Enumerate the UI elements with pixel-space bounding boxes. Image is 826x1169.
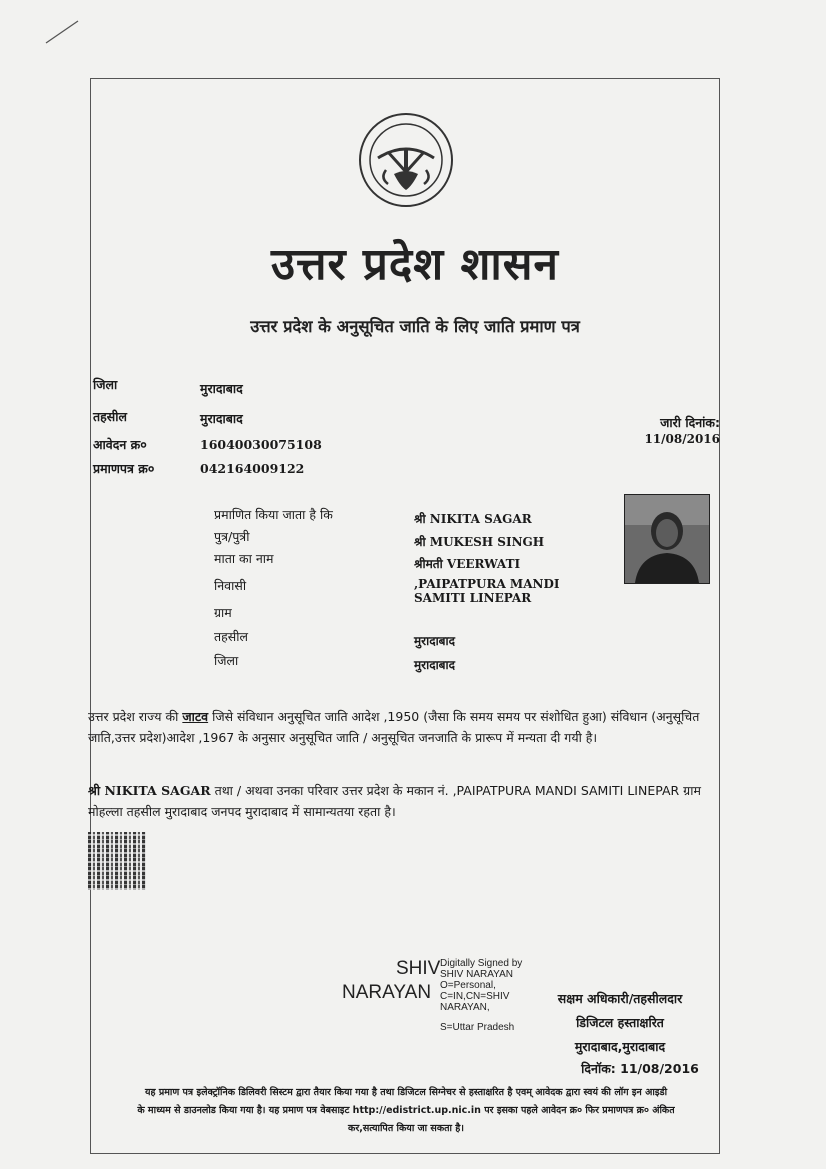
signature-detail-3: O=Personal, — [440, 980, 496, 991]
cert-district-value: मुरादाबाद — [414, 658, 456, 672]
signature-detail-4: C=IN,CN=SHIV — [440, 991, 510, 1002]
caste-paragraph-rest: जिसे संविधान अनुसूचित जाति आदेश ,1950 (जैसा कि समय समय पर संशोधित हुआ) संविधान (अनुसूचित जाति,उत्तर प्रदेश)आदेश ,1967 के अनुसार अनुसूचित जाति / अनुसूचित जनजाति के प्रारूप में मन्यता दी गयी है। — [88, 709, 700, 745]
child-of-label: पुत्र/पुत्री — [214, 529, 250, 544]
certificate-number-label: प्रमाणपत्र क्र० — [93, 461, 155, 476]
qr-code-icon — [88, 832, 146, 890]
certified-name: श्री NIKITA SAGAR — [414, 512, 532, 526]
signature-name-line2: NARAYAN — [342, 982, 432, 1003]
footer-line-3: कर,सत्यापित किया जा सकता है। — [348, 1123, 464, 1134]
village-label: ग्राम — [214, 605, 232, 620]
signature-detail-5: NARAYAN, — [440, 1002, 490, 1013]
tehsil-value: मुरादाबाद — [200, 411, 243, 426]
signature-name-line1: SHIV — [396, 958, 441, 979]
caste-paragraph-start: उत्तर प्रदेश राज्य की — [88, 709, 183, 724]
officer-digital-signature: डिजिटल हस्ताक्षरित — [576, 1015, 664, 1030]
application-number-label: आवेदन क्र० — [93, 437, 147, 452]
mother-name: श्रीमती VEERWATI — [414, 557, 521, 571]
signature-detail-2: SHIV NARAYAN — [440, 969, 513, 980]
caste-name: जाटव — [182, 709, 209, 724]
mother-label: माता का नाम — [214, 551, 274, 566]
footer-note — [86, 1084, 726, 1138]
residence-paragraph-rest: तथा / अथवा उनका परिवार उत्तर प्रदेश के मकान नं. ,PAIPATPURA MANDI SAMITI LINEPAR ग्राम मोहल्ला तहसील मुरादाबाद जनपद मुरादाबाद में सामान्यतया रहता है। — [88, 783, 701, 819]
officer-title: सक्षम अधिकारी/तहसीलदार — [557, 991, 683, 1006]
father-name: श्री MUKESH SINGH — [414, 535, 545, 549]
issue-date-value: 11/08/2016 — [644, 432, 720, 446]
residence-paragraph-name: श्री NIKITA SAGAR — [88, 783, 211, 798]
application-number-value: 16040030075108 — [200, 437, 322, 452]
document-title: उत्तर प्रदेश शासन — [271, 239, 559, 290]
district-label: जिला — [93, 377, 118, 392]
scan-pen-mark — [44, 18, 80, 46]
tehsil-label: तहसील — [93, 409, 127, 424]
cert-tehsil-label: तहसील — [214, 629, 248, 644]
district-value: मुरादाबाद — [200, 381, 243, 396]
issue-date-label: जारी दिनांक: — [660, 415, 720, 430]
officer-location: मुरादाबाद,मुरादाबाद — [574, 1039, 666, 1054]
document-subtitle: उत्तर प्रदेश के अनुसूचित जाति के लिए जाति प्रमाण पत्र — [250, 317, 580, 336]
footer-line-1: यह प्रमाण पत्र इलेक्ट्रॉनिक डिलिवरी सिस्टम द्वारा तैयार किया गया है तथा डिजिटल सिग्नेचर से हस्ताक्षरित है एवम् आवेदक द्वारा स्वयं की लॉग इन आइडी — [144, 1087, 668, 1098]
signature-detail-1: Digitally Signed by — [440, 958, 523, 969]
certificate-number-value: 042164009122 — [200, 461, 305, 476]
resident-label: निवासी — [214, 578, 247, 593]
officer-date: दिनॉक: 11/08/2016 — [581, 1061, 699, 1076]
signature-state: S=Uttar Pradesh — [440, 1022, 515, 1033]
up-government-emblem-icon — [358, 112, 454, 208]
applicant-photo — [624, 494, 710, 584]
caste-paragraph — [88, 706, 718, 748]
cert-district-label: जिला — [214, 653, 239, 668]
footer-line-2: के माध्यम से डाउनलोड किया गया है। यह प्रमाण पत्र वेबसाइट http://edistrict.up.nic.in पर इसका पहले आवेदन क्र० फिर प्रमाणपत्र क्र० अंकित — [137, 1105, 675, 1116]
cert-tehsil-value: मुरादाबाद — [414, 634, 456, 648]
resident-address: ,PAIPATPURA MANDI SAMITI LINEPAR — [414, 577, 560, 605]
certified-label: प्रमाणित किया जाता है कि — [214, 507, 333, 522]
residence-paragraph — [88, 780, 718, 822]
